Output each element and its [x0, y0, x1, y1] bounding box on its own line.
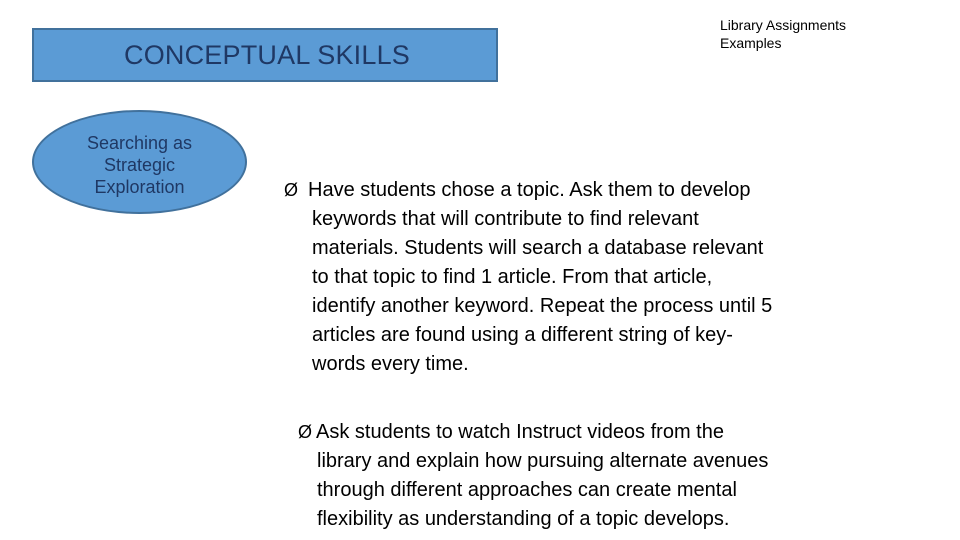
ellipse-label — [34, 132, 245, 198]
bullet-first-line — [298, 418, 768, 447]
ellipse-line: Strategic — [103, 155, 176, 175]
bullet-first-line — [284, 176, 772, 205]
bullet-item — [284, 176, 772, 379]
ellipse-line: Exploration — [94, 177, 185, 197]
bullet-text-line: Ask students to watch Instruct videos from the — [316, 421, 724, 443]
library-assignments-label — [720, 16, 846, 52]
arrow-bullet-icon: Ø — [284, 180, 299, 200]
slide-title: CONCEPTUAL SKILLS — [124, 40, 410, 70]
bullet-text-line: through different approaches can create mental — [317, 479, 737, 501]
bullet-text-line: library and explain how pursuing alternate avenues — [317, 450, 769, 472]
bullet-text-line: articles are found using a different string of key- — [312, 324, 733, 346]
bullet-text-line: flexibility as understanding of a topic develops. — [317, 508, 730, 530]
bullet-text-line: identify another keyword. Repeat the process until 5 — [312, 295, 773, 317]
bullet-text-line: Have students chose a topic. Ask them to develop — [308, 179, 751, 201]
bullet-text-line: to that topic to find 1 article. From that article, — [312, 266, 713, 288]
title-box — [32, 28, 498, 82]
concept-ellipse — [32, 110, 247, 214]
corner-label-line: Examples — [720, 35, 782, 51]
bullet-item — [298, 418, 768, 534]
bullet-text-line: keywords that will contribute to find relevant — [312, 208, 699, 230]
corner-label-line: Library Assignments — [720, 17, 847, 33]
ellipse-line: Searching as — [86, 133, 193, 153]
bullet-text-line: words every time. — [312, 353, 469, 375]
arrow-bullet-icon: Ø — [298, 422, 313, 442]
bullet-text-line: materials. Students will search a database relevant — [312, 237, 764, 259]
